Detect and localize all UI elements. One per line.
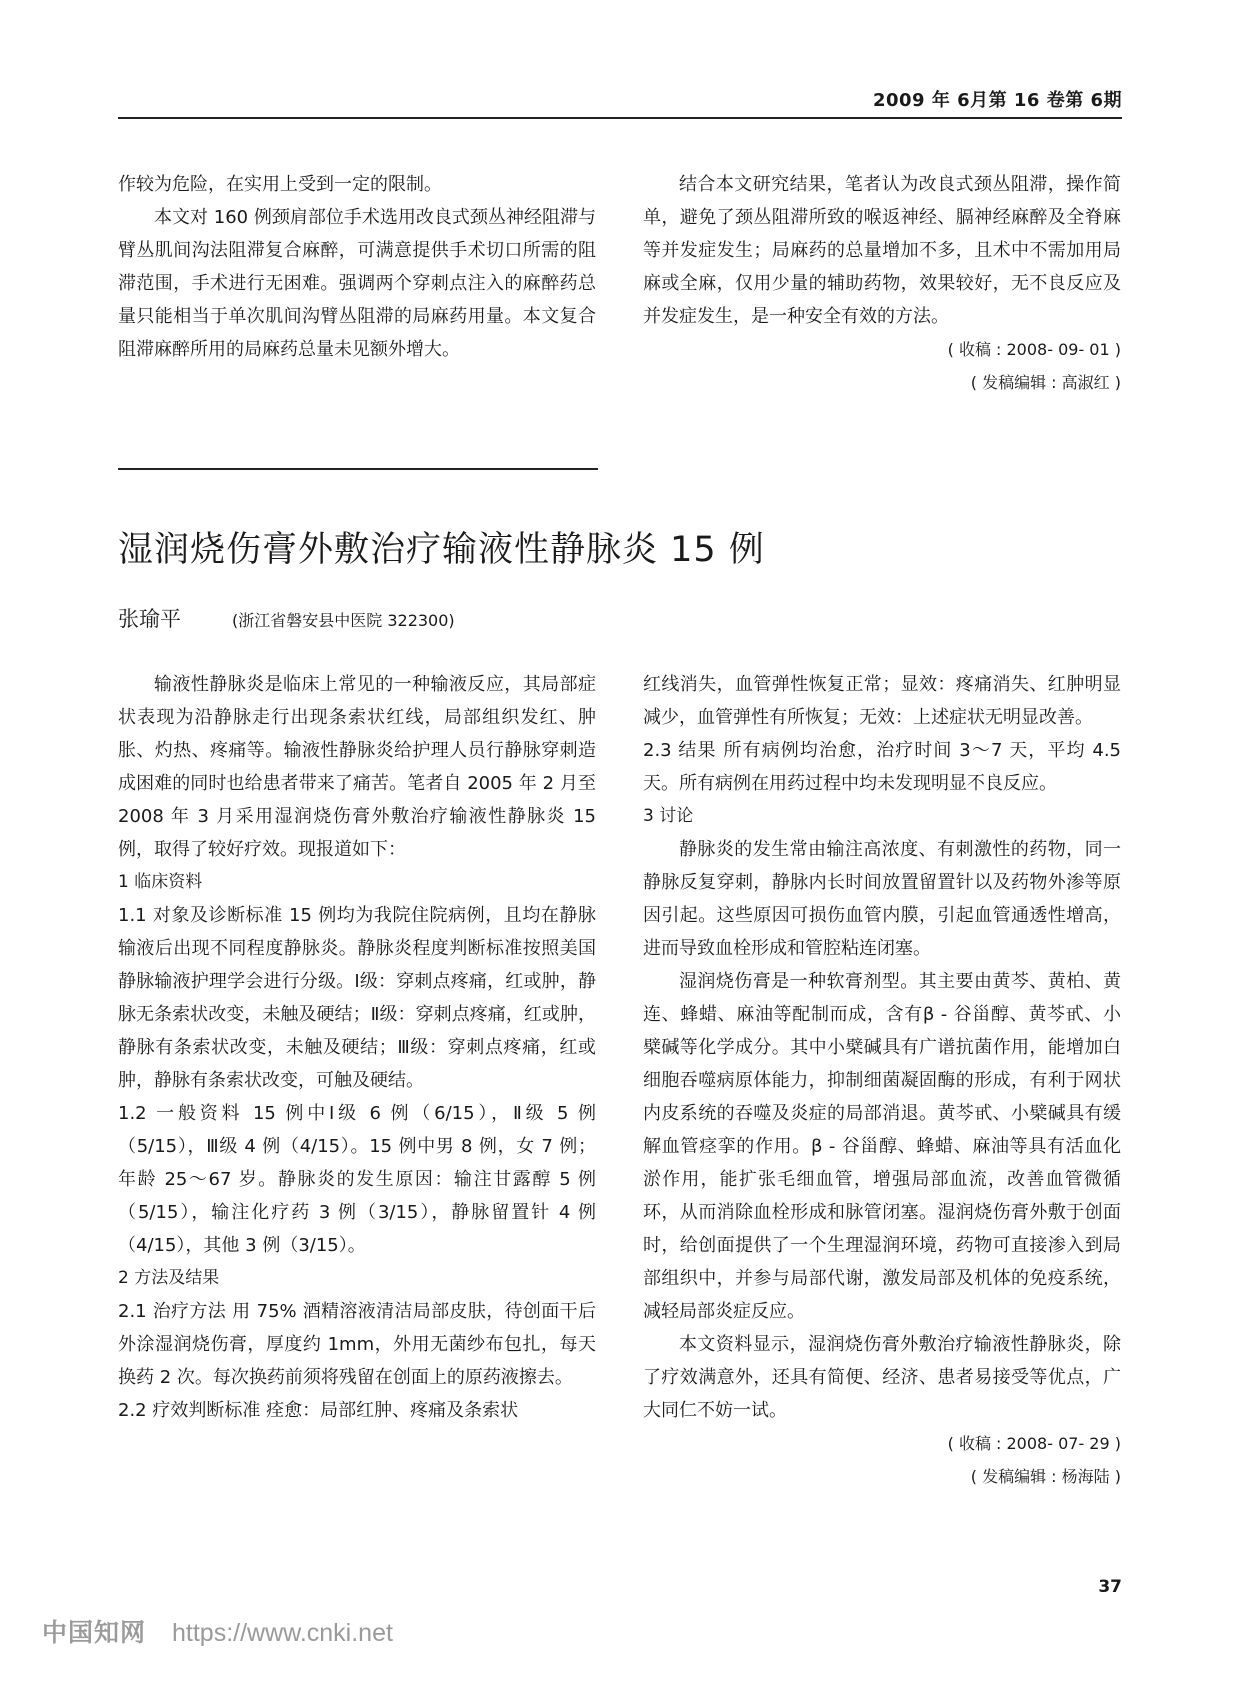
editor-credit: ( 发稿编辑 : 杨海陆 ) <box>970 1467 1121 1486</box>
section-heading: 1 临床资料 <box>118 872 203 892</box>
page-number: 37 <box>1098 1577 1122 1597</box>
received-date: ( 收稿 : 2008- 07- 29 ) <box>947 1434 1121 1453</box>
prev-article-right-column <box>643 168 1121 399</box>
prev-paragraph: 作较为危险，在实用上受到一定的限制。 <box>118 174 442 195</box>
article-title: 湿润烧伤膏外敷治疗输液性静脉炎 15 例 <box>118 530 765 570</box>
subsection-paragraph: 1.2 一般资料 15 例中Ⅰ级 6 例（6/15），Ⅱ级 5 例（5/15），Ⅲ级 4 例（4/15）。15 例中男 8 例，女 7 例；年龄 25～67 岁。静脉炎的发生原因：输注甘露醇 5 例（5/15），输注化疗药 3 例（3/15），静脉留置针 4 例（4/15），其他 3 例（3/15）。 <box>118 1103 596 1256</box>
intro-paragraph: 输液性静脉炎是临床上常见的一种输液反应，其局部症状表现为沿静脉走行出现条索状红线，局部组织发红、肿胀、灼热、疼痛等。输液性静脉炎给护理人员行静脉穿刺造成困难的同时也给患者带来了痛苦。笔者自 2005 年 2 月至 2008 年 3 月采用湿润烧伤膏外敷治疗输液性静脉炎 15 例，取得了较好疗效。现报道如下： <box>118 674 596 860</box>
subsection-paragraph: 2.3 结果 所有病例均治愈，治疗时间 3～7 天，平均 4.5 天。所有病例在用药过程中均未发现明显不良反应。 <box>643 740 1121 794</box>
author-affiliation: (浙江省磐安县中医院 322300) <box>232 611 455 630</box>
watermark-url: https://www.cnki.net <box>172 1619 393 1647</box>
article-right-column <box>643 668 1121 1493</box>
article-divider <box>118 468 598 470</box>
prev-article-left-column <box>118 168 596 366</box>
author-name: 张瑜平 <box>118 607 181 631</box>
discussion-paragraph: 本文资料显示，湿润烧伤膏外敷治疗输液性静脉炎，除了疗效满意外，还具有简便、经济、患者易接受等优点，广大同仁不妨一试。 <box>643 1334 1121 1421</box>
subsection-paragraph: 1.1 对象及诊断标准 15 例均为我院住院病例，且均在静脉输液后出现不同程度静脉炎。静脉炎程度判断标准按照美国静脉输液护理学会进行分级。Ⅰ级：穿刺点疼痛，红或肿，静脉无条索状改变，未触及硬结；Ⅱ级：穿刺点疼痛，红或肿，静脉有条索状改变，未触及硬结；Ⅲ级：穿刺点疼痛，红或肿，静脉有条索状改变，可触及硬结。 <box>118 905 596 1091</box>
prev-paragraph: 结合本文研究结果，笔者认为改良式颈丛阻滞，操作简单，避免了颈丛阻滞所致的喉返神经、膈神经麻醉及全脊麻等并发症发生；局麻药的总量增加不多，且术中不需加用局麻或全麻，仅用少量的辅助药物，效果较好，无不良反应及并发症发生，是一种安全有效的方法。 <box>643 174 1121 327</box>
editor-credit: ( 发稿编辑 : 高淑红 ) <box>970 373 1121 392</box>
prev-paragraph: 本文对 160 例颈肩部位手术选用改良式颈丛神经阻滞与臂丛肌间沟法阻滞复合麻醉，可满意提供手术切口所需的阻滞范围，手术进行无困难。强调两个穿刺点注入的麻醉药总量只能相当于单次肌间沟臂丛阻滞的局麻药用量。本文复合阻滞麻醉所用的局麻药总量未见额外增大。 <box>118 207 596 360</box>
section-heading: 2 方法及结果 <box>118 1268 220 1288</box>
header-rule <box>118 117 1122 119</box>
cnki-watermark <box>42 1613 393 1649</box>
received-date: ( 收稿 : 2008- 09- 01 ) <box>947 340 1121 359</box>
discussion-paragraph: 静脉炎的发生常由输注高浓度、有刺激性的药物，同一静脉反复穿刺，静脉内长时间放置留置针以及药物外渗等原因引起。这些原因可损伤血管内膜，引起血管通透性增高，进而导致血栓形成和管腔粘连闭塞。 <box>643 839 1121 959</box>
section-heading: 3 讨论 <box>643 806 694 826</box>
journal-issue: 2009 年 6月第 16 卷第 6期 <box>872 90 1122 111</box>
body-paragraph: 红线消失，血管弹性恢复正常；显效：疼痛消失、红肿明显减少，血管弹性有所恢复；无效：上述症状无明显改善。 <box>643 674 1121 728</box>
discussion-paragraph: 湿润烧伤膏是一种软膏剂型。其主要由黄芩、黄柏、黄连、蜂蜡、麻油等配制而成，含有β - 谷甾醇、黄芩甙、小檗碱等化学成分。其中小檗碱具有广谱抗菌作用，能增加白细胞吞噬病原体能力，抑制细菌凝固酶的形成，有利于网状内皮系统的吞噬及炎症的局部消退。黄芩甙、小檗碱具有缓解血管痉挛的作用。β - 谷甾醇、蜂蜡、麻油等具有活血化淤作用，能扩张毛细血管，增强局部血流，改善血管微循环，从而消除血栓形成和脉管闭塞。湿润烧伤膏外敷于创面时，给创面提供了一个生理湿润环境，药物可直接渗入到局部组织中，并参与局部代谢，激发局部及机体的免疫系统，减轻局部炎症反应。 <box>643 971 1121 1322</box>
subsection-paragraph: 2.2 疗效判断标准 痊愈：局部红肿、疼痛及条索状 <box>118 1400 519 1421</box>
article-left-column <box>118 668 596 1427</box>
subsection-paragraph: 2.1 治疗方法 用 75% 酒精溶液清洁局部皮肤，待创面干后外涂湿润烧伤膏，厚度约 1mm，外用无菌纱布包扎，每天换药 2 次。每次换药前须将残留在创面上的原药液擦去。 <box>118 1301 596 1388</box>
watermark-logo-text: 中国知网 <box>42 1618 147 1647</box>
